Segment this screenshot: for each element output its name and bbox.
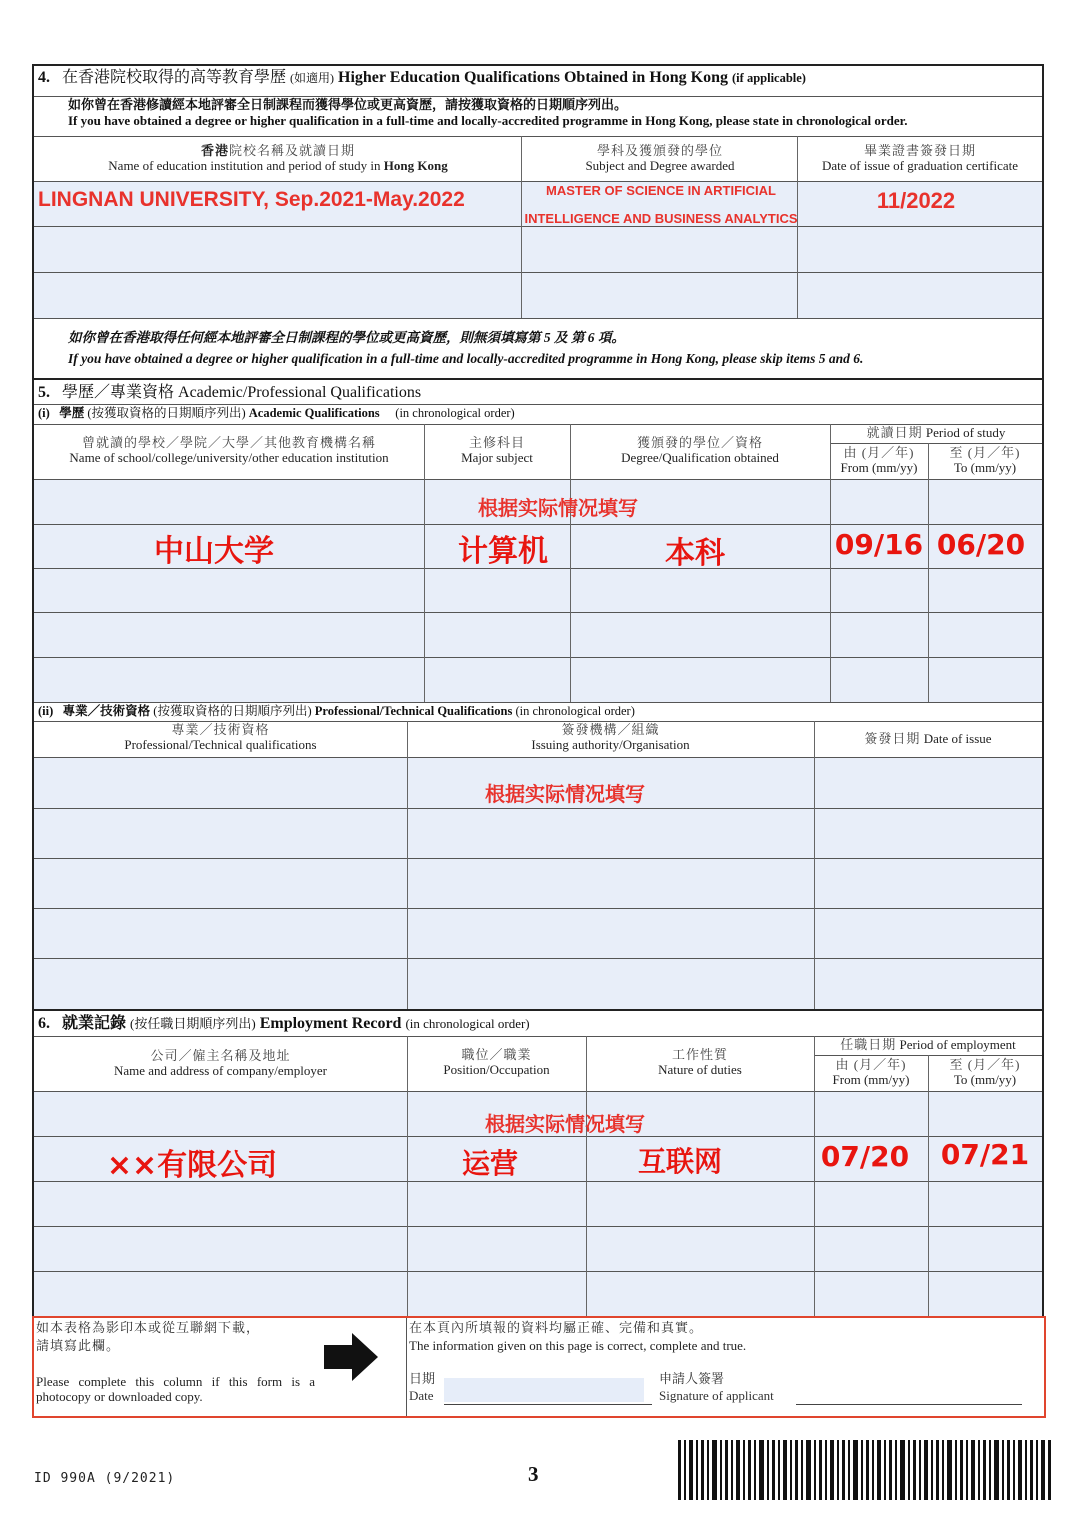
s6-company-value[interactable]: ××有限公司 bbox=[106, 1148, 278, 1183]
s4-col-degree: 學科及獲頒發的學位 Subject and Degree awarded bbox=[585, 143, 735, 173]
s5-part2-title: (ii) 專業／技術資格 (按獲取資格的日期順序列出) Professional/Technical Qualifications (in chronological order) bbox=[38, 704, 635, 718]
form-id: ID 990A (9/2021) bbox=[34, 1471, 176, 1486]
s6-title: 6. 就業記錄 (按任職日期順序列出) Employment Record (in chronological order) bbox=[38, 1015, 530, 1032]
s6-col-duties: 工作性質 Nature of duties bbox=[658, 1047, 742, 1077]
s5-school-value[interactable]: 中山大学 bbox=[154, 534, 274, 569]
s5-to-value[interactable]: 06/20 bbox=[936, 528, 1026, 561]
s6-col-position: 職位／職業 Position/Occupation bbox=[443, 1047, 550, 1077]
s6-to-value[interactable]: 07/21 bbox=[940, 1138, 1030, 1171]
signature-label: 申請人簽署 Signature of applicant bbox=[659, 1371, 774, 1403]
date-field[interactable] bbox=[444, 1378, 644, 1402]
s6-col-period: 任職日期 Period of employment bbox=[840, 1037, 1016, 1052]
s5-professional-hint: 根据实际情况填写 bbox=[485, 782, 645, 806]
s5-col-issue-date: 簽發日期 Date of issue bbox=[864, 731, 992, 746]
s6-from-value[interactable]: 07/20 bbox=[820, 1140, 910, 1173]
s5-col-to: 至 (月／年) To (mm/yy) bbox=[949, 445, 1021, 475]
signature-field[interactable] bbox=[796, 1404, 1022, 1405]
date-label: 日期 Date bbox=[409, 1371, 436, 1403]
s6-employment-hint: 根据实际情况填写 bbox=[485, 1112, 645, 1136]
s4-skip-cn: 如你曾在香港取得任何經本地評審全日制課程的學位或更高資歷，則無須填寫第 5 及 第 6 項。 bbox=[68, 330, 625, 345]
s6-col-from: 由 (月／年) From (mm/yy) bbox=[832, 1057, 910, 1087]
s6-col-to: 至 (月／年) To (mm/yy) bbox=[949, 1057, 1021, 1087]
s6-duties-value[interactable]: 互联网 bbox=[637, 1145, 722, 1178]
s4-instruction-cn: 如你曾在香港修讀經本地評審全日制課程而獲得學位或更高資歷，請按獲取資格的日期順序列出。 bbox=[68, 97, 628, 112]
s5-col-school: 曾就讀的學校／學院／大學／其他教育機構名稱 Name of school/college/university/other education institution bbox=[69, 435, 389, 465]
s5-title: 5. 學歷／專業資格 Academic/Professional Qualifications bbox=[38, 384, 422, 401]
s5-from-value[interactable]: 09/16 bbox=[834, 528, 924, 561]
s5-degree-value[interactable]: 本科 bbox=[665, 536, 725, 571]
s5-col-qualification: 專業／技術資格 Professional/Technical qualifications bbox=[124, 722, 317, 752]
s4-instruction-en: If you have obtained a degree or higher qualification in a full-time and locally-accredited programme in Hong Kong, please state in chronological order. bbox=[68, 113, 908, 128]
s4-date-value[interactable]: 11/2022 bbox=[876, 188, 956, 213]
s5-part1-title: (i) 學歷 (按獲取資格的日期順序列出) Academic Qualifications (in chronological order) bbox=[38, 406, 515, 420]
s4-degree-value-line2[interactable]: INTELLIGENCE AND BUSINESS ANALYTICS bbox=[524, 211, 798, 226]
s5-col-authority: 簽發機構／組織 Issuing authority/Organisation bbox=[531, 722, 690, 752]
photocopy-note-cn: 如本表格為影印本或從互聯網下載， 請填寫此欄。 bbox=[36, 1320, 261, 1353]
s5-col-from: 由 (月／年) From (mm/yy) bbox=[840, 445, 918, 475]
s5-major-value[interactable]: 计算机 bbox=[458, 534, 548, 569]
s4-col-date: 畢業證書簽發日期 Date of issue of graduation certificate bbox=[822, 143, 1018, 173]
s5-col-period: 就讀日期 Period of study bbox=[866, 425, 1006, 440]
s4-col-institution: 香港院校名稱及就讀日期 Name of education institution and period of study in Hong Kong bbox=[108, 143, 448, 173]
s6-position-value[interactable]: 运营 bbox=[461, 1147, 518, 1180]
s4-skip-en: If you have obtained a degree or higher qualification in a full-time and locally-accredited programme in Hong Kong, please skip items 5 and 6. bbox=[68, 351, 864, 366]
photocopy-note-en: Please complete this column if this form is a photocopy or downloaded copy. bbox=[36, 1374, 316, 1404]
s6-col-company: 公司／僱主名稱及地址 Name and address of company/employer bbox=[114, 1048, 327, 1078]
barcode bbox=[678, 1440, 1052, 1500]
s5-col-major: 主修科目 Major subject bbox=[461, 435, 533, 465]
s5-col-degree: 獲頒發的學位／資格 Degree/Qualification obtained bbox=[621, 435, 779, 465]
s5-academic-hint: 根据实际情况填写 bbox=[478, 496, 638, 520]
declaration-statement-en: The information given on this page is correct, complete and true. bbox=[409, 1338, 747, 1353]
s4-institution-value[interactable]: LINGNAN UNIVERSITY, Sep.2021-May.2022 bbox=[38, 188, 465, 211]
arrow-right-icon bbox=[324, 1333, 378, 1381]
declaration-statement-cn: 在本頁內所填報的資料均屬正確、完備和真實。 bbox=[409, 1320, 704, 1335]
s4-degree-value-line1[interactable]: MASTER OF SCIENCE IN ARTIFICIAL bbox=[546, 183, 776, 198]
s4-title: 4. 在香港院校取得的高等教育學歷 (如適用) Higher Education Qualifications Obtained in Hong Kong (if applicable) bbox=[38, 69, 806, 86]
page-number: 3 bbox=[528, 1462, 539, 1486]
